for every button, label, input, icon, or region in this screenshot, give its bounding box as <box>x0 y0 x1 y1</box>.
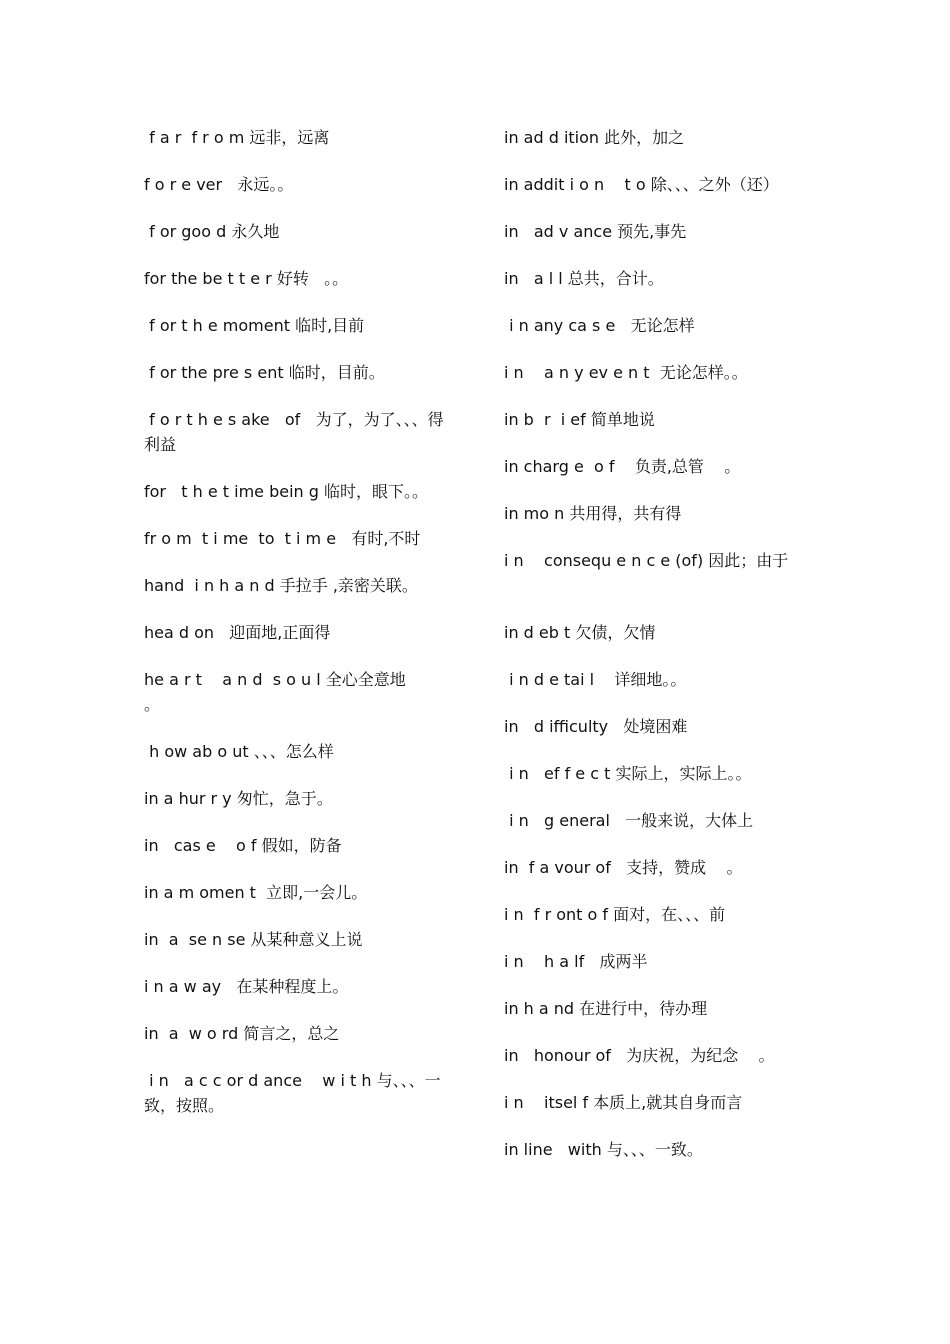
phrase-entry: i n g eneral 一般来说，大体上 <box>504 811 754 830</box>
phrase-entry: in line with 与、、、一致。 <box>504 1140 703 1159</box>
phrase-entry: in a hur r y 匆忙，急于。 <box>144 789 333 808</box>
phrase-entry: fr o m t i me to t i m e 有时,不时 <box>144 529 421 548</box>
phrase-entry: f or goo d 永久地 <box>144 222 280 241</box>
phrase-entry: in a l l 总共，合计。 <box>504 269 664 288</box>
phrase-entry: in a se n se 从某种意义上说 <box>144 930 363 949</box>
phrase-entry: in d ifficulty 处境困难 <box>504 717 688 736</box>
phrase-entry: in charg e o f 负责,总管 。 <box>504 457 741 476</box>
phrase-entry: i n any ca s e 无论怎样 <box>504 316 695 335</box>
phrase-entry: i n consequ e n c e (of) 因此；由于 <box>504 551 789 570</box>
right-column <box>504 125 814 1184</box>
phrase-entry: hand i n h a n d 手拉手 ,亲密关联。 <box>144 576 418 595</box>
phrase-entry: for t h e t ime bein g 临时，眼下。。 <box>144 482 429 501</box>
phrase-entry: f o r t h e s ake of 为了，为了、、、得利益 <box>144 410 444 454</box>
phrase-entry: f or t h e moment 临时,目前 <box>144 316 365 335</box>
phrase-entry: in mo n 共用得，共有得 <box>504 504 682 523</box>
phrase-entry: i n a c c or d ance w i t h 与、、、一致，按照。 <box>144 1071 441 1115</box>
phrase-entry: in a m omen t 立即,一会儿。 <box>144 883 368 902</box>
phrase-entry: for the be t t e r 好转 。。 <box>144 269 349 288</box>
phrase-entry: i n ef f e c t 实际上，实际上。。 <box>504 764 752 783</box>
phrase-entry: in honour of 为庆祝，为纪念 。 <box>504 1046 775 1065</box>
phrase-entry: i n f r ont o f 面对，在、、、前 <box>504 905 726 924</box>
phrase-entry: he a r t a n d s o u l 全心全意地 。 <box>144 670 452 714</box>
phrase-entry: in d eb t 欠债，欠情 <box>504 623 656 642</box>
phrase-entry: in ad v ance 预先,事先 <box>504 222 687 241</box>
phrase-entry: i n itsel f 本质上,就其自身而言 <box>504 1093 743 1112</box>
phrase-entry: hea d on 迎面地,正面得 <box>144 623 331 642</box>
phrase-entry: in addit i o n t o 除、、、之外（还） <box>504 175 779 194</box>
phrase-entry: i n d e tai l 详细地。。 <box>504 670 687 689</box>
phrase-entry: in h a nd 在进行中，待办理 <box>504 999 708 1018</box>
phrase-entry: i n h a lf 成两半 <box>504 952 648 971</box>
phrase-entry: i n a w ay 在某种程度上。 <box>144 977 349 996</box>
phrase-entry: h ow ab o ut 、、、怎么样 <box>144 742 334 761</box>
phrase-entry: f a r f r o m 远非，远离 <box>144 128 330 147</box>
phrase-entry: f o r e ver 永远。。 <box>144 175 294 194</box>
phrase-entry: in f a vour of 支持，赞成 。 <box>504 858 743 877</box>
phrase-entry: in b r i ef 简单地说 <box>504 410 655 429</box>
phrase-entry: in a w o rd 简言之，总之 <box>144 1024 340 1043</box>
left-column <box>144 125 452 1140</box>
phrase-entry: in ad d ition 此外，加之 <box>504 128 685 147</box>
phrase-entry: f or the pre s ent 临时，目前。 <box>144 363 385 382</box>
phrase-entry: i n a n y ev e n t 无论怎样。。 <box>504 363 748 382</box>
phrase-entry: in cas e o f 假如，防备 <box>144 836 342 855</box>
